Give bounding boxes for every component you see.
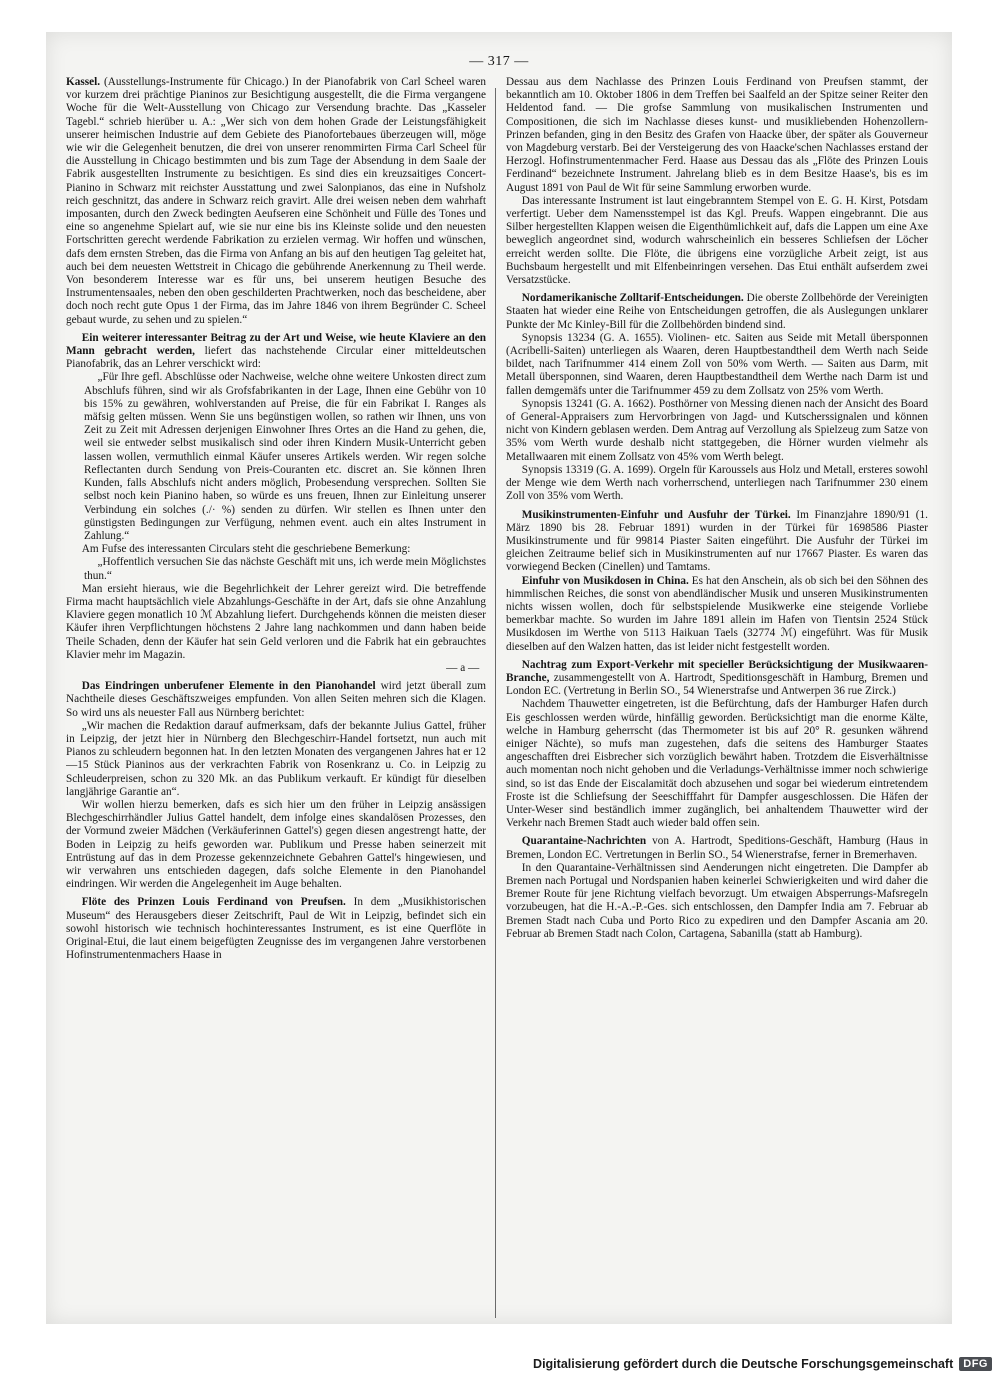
article-paragraph (506, 195, 928, 287)
article-paragraph (506, 332, 928, 398)
article-paragraph (66, 556, 486, 582)
scanned-page (46, 32, 952, 1324)
article-heading: Das Eindringen unberufener Elemente in den Pianohandel (81, 680, 376, 693)
paragraph-text: Synopsis 13234 (G. A. 1655). Violinen- etc. Saiten aus Seide mit Metall übersponnen (Acribelli-Saiten) unterliegen als Waaren, deren Hauptbestandtheil dem Werth nach Seide bildet, nach Tarifnummer 414 einem Zoll von 50% vom Werth. — Saiten aus Darm, mit Metall übersponnen, sind Waaren, deren Hauptbestandtheil dem Werthe nach Darm ist und fallen demgemäfs unter die Tarifnummer 459 zu dem Zollsatz von 25% vom Werth. (506, 331, 928, 397)
article-heading: Flöte des Prinzen Louis Ferdinand von Preufsen. (81, 896, 346, 909)
article-paragraph (506, 398, 928, 464)
article-paragraph (506, 292, 928, 332)
article-paragraph (66, 332, 486, 372)
paragraph-text: In den Quarantaine-Verhältnissen sind Aenderungen nicht eingetreten. Die Dampfer ab Bremen nach Portugal und Nordspanien haben keinerlei Schwierigkeiten und wird daher die Bremer Route für jene Richtung vielfach bevorzugt. Um etwaigen Absperrungs-Mafsregeln vorzubeugen, hat die H.-A.-P.-Ges. sich entschlossen, den Dampfer India am 7. Februar ab Bremen Stadt nach Cuba und Porto Rico zu expediren und den Dampfer Ascania am 20. Februar ab Bremen Stadt nach Colon, Cartagena, Sabanilla (statt ab Hamburg). (506, 861, 928, 940)
article-paragraph (66, 371, 486, 543)
article-heading: Musikinstrumenten-Einfuhr und Ausfuhr der Türkei. (521, 508, 791, 521)
article-paragraph (506, 509, 928, 575)
article-heading: Einfuhr von Musikdosen in China. (521, 574, 689, 587)
article-paragraph (66, 680, 486, 720)
paragraph-text: Am Fufse des interessanten Circulars steht die geschriebene Bemerkung: (81, 543, 411, 556)
article-paragraph (66, 720, 486, 799)
paragraph-text: (Ausstellungs-Instrumente für Chicago.) In der Pianofabrik von Carl Scheel waren vor kurzem drei prächtige Pianinos zur Besichtigung ausgestellt, die die Firma vergangene Woche für die Welt-Ausstellung von Chicago zur Versendung brachte. Das „Kasseler Tagebl.“ schrieb hierüber u. A.: „Wer sich von dem hohen Grade der Leistungsfähigkeit unserer heimischen Industrie auf dem Gebiete des Pianofortebaues überzeugen will, möge wie wir die Gelegenheit benutzen, die drei von unserer renommirten Firma Carl Scheel für die Ausstellung in Chicago bestimmten und bis zum Tage der Absendung in dem Saale der Fabrik ausgestellten Instrumente zu besichtigen. Es sind dies ein kreuzsaitiges Concert-Pianino in Schwarz mit reichster Ausstattung und zwei Salonpianos, das eine in Nufsholz reich geschnitzt, das andere in Schwarz reich gravirt. Alle drei weisen neben dem wahrhaft imposanten, durch den Zweck bedingten Aeufseren eine Schönheit und Fülle des Tones und eine so angenehme Spielart auf, wie sie nur eine bis ins Kleinste solide und den neuesten Fortschritten gerecht werdende Fabrikation zu erzielen vermag. Wir hoffen und wünschen, dafs dem ernsten Streben, das die Firma von Anfang an bis auf den heutigen Tag geleitet hat, auch bei dem neuesten Wettstreit in Chicago die gebührende Anerkennung zu Theil werde. Von besonderem Interesse war es für uns, bei unserem heutigen Besuche des Instrumentensaales, neben den oben geschilderten Prachtwerken, noch das bescheidene, aber doch noch recht gute Opus 1 der Firma, das im Jahre 1846 von ihrem Begründer C. Scheel gebaut wurde, zu sehen und zu spielen.“ (66, 76, 486, 326)
author-signature: — a — (446, 661, 480, 674)
paragraph-text: Es hat den Anschein, als ob sich bei den Söhnen des himmlischen Reiches, die sonst von abendländischer Musik und unseren Musikinstrumenten nichts wissen wollen, doch für selbstspielende Musikwerke eine steigende Vorliebe bemerkbar machte. So wurden im Jahre 1891 allein im Hafen von Tientsin 2524 Stück Musikdosen im Werthe von 5113 Haikuan Taels (32774 ℳ) eingeführt. Was für Musik dieselben auf den Walzen hatten, das ist leider nicht festgestellt worden. (506, 574, 928, 653)
paragraph-text: Man ersieht hieraus, wie die Begehrlichkeit der Lehrer gereizt wird. Die betreffende Firma macht hauptsächlich viele Abzahlungs-Geschäfte in der Art, dafs sie ohne Anzahlung Klaviere gegen monatlich 10 ℳ Abzahlung liefert. Durchgehends können die meisten dieser Käufer ihren Verpflichtungen höchstens 2 Jahre lang nachkommen und dann haben beide Theile Schaden, denn der Käufer hat sein Geld verloren und die Fabrik hat ein gebrauchtes Klavier mehr im Magazin. (66, 582, 486, 661)
article-paragraph (66, 583, 486, 675)
paragraph-text: zusammengestellt von A. Hartrodt, Speditionsgeschäft in Hamburg, Bremen und London EC. (Vertretung in Berlin SO., 54 Wienerstrafse und Antwerpen 36 rue Zirck.) (506, 671, 928, 698)
article-paragraph (66, 543, 486, 556)
paragraph-text: von A. Hartrodt, Speditions-Geschäft, Hamburg (Haus in Bremen, London EC. Vertretungen in Berlin SO., 54 Wienerstrafse, ferner in Bremerhaven. (506, 835, 928, 861)
paragraph-text: „Hoffentlich versuchen Sie das nächste Geschäft mit uns, ich werde mein Möglichstes thun.“ (84, 556, 486, 582)
paragraph-text: In dem „Musikhistorischen Museum“ des Herausgebers dieser Zeitschrift, Paul de Wit in Leipzig, befindet sich ein sowohl historisch wie technisch hochinteressantes Instrument, es ist eine Querflöte in Original-Etui, die laut einem beigefügten Zeugnisse des im vergangenen Jahre verstorbenen Hofinstrumentenmachers Haase in (66, 896, 486, 962)
paragraph-text: Wir wollen hierzu bemerken, dafs es sich hier um den früher in Leipzig ansässigen Blechgeschirrhändler Julius Gattel handelt, dem infolge eines skandalösen Prozesses, den der Vormund zweier Mädchen (Verkäuferinnen Gattel's) gegen diesen angestrengt hatte, der Boden in Leipzig zu heifs geworden war. Publikum und Presse haben seinerzeit mit Entrüstung auf das in dem Prozesse gekennzeichnete Gebahren Gattel's hingewiesen, und wir verwahren uns entschieden dagegen, dafs solche Elemente in den Pianohandel eindringen. Wir werden die Angelegenheit im Auge behalten. (66, 798, 486, 891)
paragraph-text: Dessau aus dem Nachlasse des Prinzen Louis Ferdinand von Preufsen stammt, der bekanntlich am 10. Oktober 1806 in dem Treffen bei Saalfeld an der Spitze seiner Reiter den Heldentod fand. — Die grofse Sammlung von musikalischen Instrumenten und Compositionen, die sich im Nachlasse dieses kunst- und musikliebenden Hohenzollern-Prinzen befanden, ging in den Besitz des Grafen von Haacke über, der später als Gouverneur von Magdeburg verstarb. Bei der Versteigerung des von Haacke'schen Nachlasses erstand der Herzogl. Hofinstrumentenmacher Ferd. Haase aus Dessau das als „Flöte des Prinzen Louis Ferdinand“ bezeichnete Instrument. Jahrelang blieb es in dem Besitze Haase's, bis es im August 1891 von Paul de Wit für seine Sammlung erworben wurde. (506, 76, 928, 194)
paragraph-text: „Für Ihre gefl. Abschlüsse oder Nachweise, welche ohne weitere Unkosten direct zum Abschlufs führen, sind wir als Grofsfabrikanten in der Lage, Ihnen eine Gebühr von 10 bis 15% zu gewähren, wohlverstanden auf Preise, die für ein Fabrikat I. Ranges als mäfsig gelten müssen. Wenn Sie uns begünstigen wollen, so rathen wir Ihnen, uns von Zeit zu Zeit mit Adressen derjenigen Einwohner Ihres Ortes an die Hand zu gehen, die, weil sie entweder selbst musikalisch sind oder ihren Kindern Musik-Unterricht geben lassen wollen, vermuthlich einmal Käufer unseres Artikels werden. Wir regen solche Reflectanten durch Sendung von Preis-Couranten etc. discret an. Sie können Ihren Kunden, falls Abschlufs nicht anders möglich, Probesendung versprechen. Sollten Sie selbst noch kein Pianino haben, so würde es uns freuen, Ihnen zur Einleitung unserer Verbindung ein solches (./· %) senden zu dürfen. Wir stellen es Ihnen unter den günstigsten Bedingungen zur Verfügung, nehmen event. auch ein altes Instrument in Zahlung.“ (84, 371, 486, 542)
article-heading: Nachtrag zum Export-Verkehr mit specieller Berücksichtigung der Musikwaaren-Branche, (506, 658, 928, 684)
article-paragraph (66, 76, 486, 327)
article-heading: Quarantaine-Nachrichten (521, 835, 647, 848)
article-paragraph (66, 896, 486, 962)
paragraph-text: Die oberste Zollbehörde der Vereinigten Staaten hat wieder eine Reihe von Entscheidungen getroffen, die als Auslegungen unklarer Punkte der Mc Kinley-Bill für die Zollbehörden bindend sind. (506, 292, 928, 331)
article-paragraph (506, 659, 928, 699)
paragraph-text: Im Finanzjahre 1890/91 (1. März 1890 bis 28. Februar 1891) wurden in der Türkei für 1698586 Piaster Musikinstrumente und für 99814 Piaster Saiten eingeführt. Die Ausfuhr der Türkei im gleichen Zeitraume belief sich in Musikinstrumenten auf nur 17667 Piaster. Es waren das vorwiegend Becken (Cinellen) und Tamtams. (506, 508, 928, 574)
paragraph-text: Synopsis 13241 (G. A. 1662). Posthörner von Messing dienen nach der Ansicht des Board of General-Appraisers zum Hervorbringen von Jagd- und Kutscherssignalen und können nicht von Kindern geblasen werden. Dem Antrag auf Verzollung als Spielzeug zum Satze von 35% vom Werth wurde deshalb nicht stattgegeben, die Hörner wurden vielmehr als Metallwaaren mit einem Zollsatz von 45% vom Werth belegt. (506, 397, 928, 463)
article-heading: Kassel. (66, 76, 101, 88)
article-paragraph (506, 575, 928, 654)
article-heading: Nordamerikanische Zolltarif-Entscheidungen. (521, 292, 744, 305)
footer-text: Digitalisierung gefördert durch die Deutsche Forschungsgemeinschaft (533, 1357, 954, 1371)
paragraph-text: wird jetzt überall zum Nachtheile dieses Geschäftszweiges empfunden. Von allen Seiten mehren sich die Klagen. So wird uns als neuester Fall aus Nürnberg berichtet: (66, 680, 486, 719)
right-column (506, 76, 928, 1316)
page-number: — 317 — (469, 54, 529, 69)
left-column (66, 76, 486, 1316)
paragraph-text: Nachdem Thauwetter eingetreten, ist die Befürchtung, dafs der Hamburger Hafen durch Eis geschlossen werden würde, hinfällig geworden. Berücksichtigt man die enorme Kälte, welche in Hamburg geherrscht (das Thermometer ist bis auf 20° R. gesunken während einiger Nächte), so mufs man zugestehen, dafs die seitens des Hamburger Staates angeschafften drei Eisbrecher sich vorzüglich bewährt haben. Trotzdem die Eisverhältnisse auch momentan noch nicht gehoben und die Verladungs-Verhältnisse immer noch schwierige sind, so ist das Ende der Eiscalamität doch abzusehen und sogar bei wiederum eintretendem Froste ist die Schliefsung der Seeschifffahrt für Dampfer ausgeschlossen. Die Häfen der Unter-Weser sind beständlich immer zugänglich, bei anhaltendem Thauwetter wird der Verkehr nach Bremen Stadt auch wieder bald offen sein. (506, 698, 928, 830)
column-divider (495, 88, 496, 1318)
article-paragraph (66, 799, 486, 891)
article-paragraph (506, 76, 928, 195)
paragraph-text: liefert das nachstehende Circular einer mitteldeutschen Pianofabrik, das an Lehrer verschickt wird: (66, 345, 486, 371)
dfg-logo-icon: DFG (959, 1357, 992, 1371)
article-heading: Ein weiterer interessanter Beitrag zu der Art und Weise, wie heute Klaviere an den Mann gebracht werden, (66, 331, 486, 358)
paragraph-text: Synopsis 13319 (G. A. 1699). Orgeln für Karoussels aus Holz und Metall, ersteres sowohl der Menge wie dem Werth nach vorherrschend, unterliegen nach Tarifnummer 230 einem Zoll von 35% vom Werth. (506, 463, 928, 503)
article-paragraph (506, 698, 928, 830)
article-paragraph (506, 862, 928, 941)
paragraph-text: Das interessante Instrument ist laut eingebranntem Stempel von E. G. H. Kirst, Potsdam verfertigt. Ueber dem Namensstempel ist das Kgl. Preufs. Wappen eingebrannt. Die aus Silber hergestellten Klappen weisen die Eigenthümlichkeit auf, dafs die Lappen um eine Axe beweglich angeordnet sind, wodurch wahrscheinlich ein besseres Schliefsen der Löcher erreicht werden sollte. Die Flöte, die übrigens eine vorzügliche Arbeit zeigt, ist aus Buchsbaum hergestellt und mit Elfenbeinringen versehen. Das Etui enthält aufserdem zwei Versatzstücke. (506, 194, 928, 287)
article-paragraph (506, 835, 928, 861)
digitization-credit (533, 1357, 992, 1371)
paragraph-text: „Wir machen die Redaktion darauf aufmerksam, dafs der bekannte Julius Gattel, früher in Leipzig, der jetzt hier in Nürnberg den Blechgeschirr-Handel fortsetzt, nun auch mit Pianos zu schleudern begonnen hat. In den letzten Monaten des vergangenen Jahres hat er 12—15 Stück Pianinos aus der verkrachten Fabrik von Rosenkranz u. Co. in Leipzig zu Schleuderpreisen, schon zu 320 Mk. an das Publikum verkauft. Er kündigt für dieselben langjährige Garantie an“. (66, 719, 486, 798)
article-paragraph (506, 464, 928, 504)
